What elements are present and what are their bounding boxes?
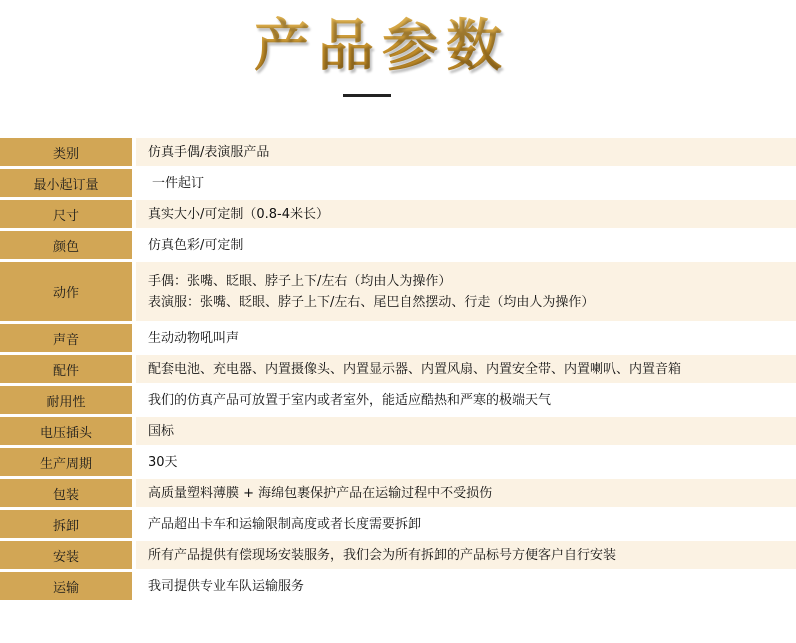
spec-value-text: 表演服：张嘴、眨眼、脖子上下/左右、尾巴自然摆动、行走（均由人为操作） [148,294,595,310]
spec-label: 运输 [0,572,132,600]
page-title: 产品参数 [254,8,510,86]
spec-value [136,262,796,321]
page-title-block [0,8,796,86]
spec-row-category [0,138,796,166]
spec-row-accessories [0,355,796,383]
spec-row-size [0,200,796,228]
spec-value [136,386,796,414]
spec-label: 动作 [0,262,132,321]
spec-value [136,448,796,476]
spec-value-text: 仿真手偶/表演服产品 [148,144,270,160]
spec-value [136,355,796,383]
spec-value [136,231,796,259]
spec-label: 颜色 [0,231,132,259]
spec-value-text: 所有产品提供有偿现场安装服务，我们会为所有拆卸的产品标号方便客户自行安装 [148,547,617,563]
spec-value-text: 真实大小/可定制（0.8-4米长） [148,206,330,222]
spec-row-durability [0,386,796,414]
spec-label: 包装 [0,479,132,507]
spec-value-text: 国标 [148,423,175,439]
spec-row-lead-time [0,448,796,476]
spec-value [136,510,796,538]
spec-value [136,200,796,228]
spec-row-moq [0,169,796,197]
spec-label: 类别 [0,138,132,166]
spec-row-color [0,231,796,259]
spec-value [136,138,796,166]
spec-label: 尺寸 [0,200,132,228]
spec-value [136,324,796,352]
spec-row-packaging [0,479,796,507]
spec-row-shipping [0,572,796,600]
spec-label: 电压插头 [0,417,132,445]
spec-value-text: 手偶：张嘴、眨眼、脖子上下/左右（均由人为操作） [148,273,452,289]
spec-label: 最小起订量 [0,169,132,197]
spec-label: 耐用性 [0,386,132,414]
spec-value-text: 配套电池、充电器、内置摄像头、内置显示器、内置风扇、内置安全带、内置喇叭、内置音箱 [148,361,682,377]
spec-value-text: 我司提供专业车队运输服务 [148,578,305,594]
spec-label: 安装 [0,541,132,569]
spec-row-sound [0,324,796,352]
spec-label: 配件 [0,355,132,383]
spec-row-voltage [0,417,796,445]
spec-label: 拆卸 [0,510,132,538]
spec-value-text: 产品超出卡车和运输限制高度或者长度需要拆卸 [148,516,422,532]
spec-value-text: 生动动物吼叫声 [148,330,240,346]
spec-label: 声音 [0,324,132,352]
spec-row-installation [0,541,796,569]
title-divider [343,94,391,97]
spec-row-disassembly [0,510,796,538]
spec-value [136,169,796,197]
spec-value [136,417,796,445]
spec-value-text: 高质量塑料薄膜 + 海绵包裹保护产品在运输过程中不受损伤 [148,485,493,501]
spec-value [136,541,796,569]
spec-value [136,479,796,507]
spec-value [136,572,796,600]
spec-value-text: 一件起订 [152,175,205,191]
spec-value-text: 30天 [148,454,178,470]
spec-label: 生产周期 [0,448,132,476]
spec-value-text: 仿真色彩/可定制 [148,237,244,253]
spec-value-text: 我们的仿真产品可放置于室内或者室外，能适应酷热和严寒的极端天气 [148,392,552,408]
spec-row-motion [0,262,796,321]
